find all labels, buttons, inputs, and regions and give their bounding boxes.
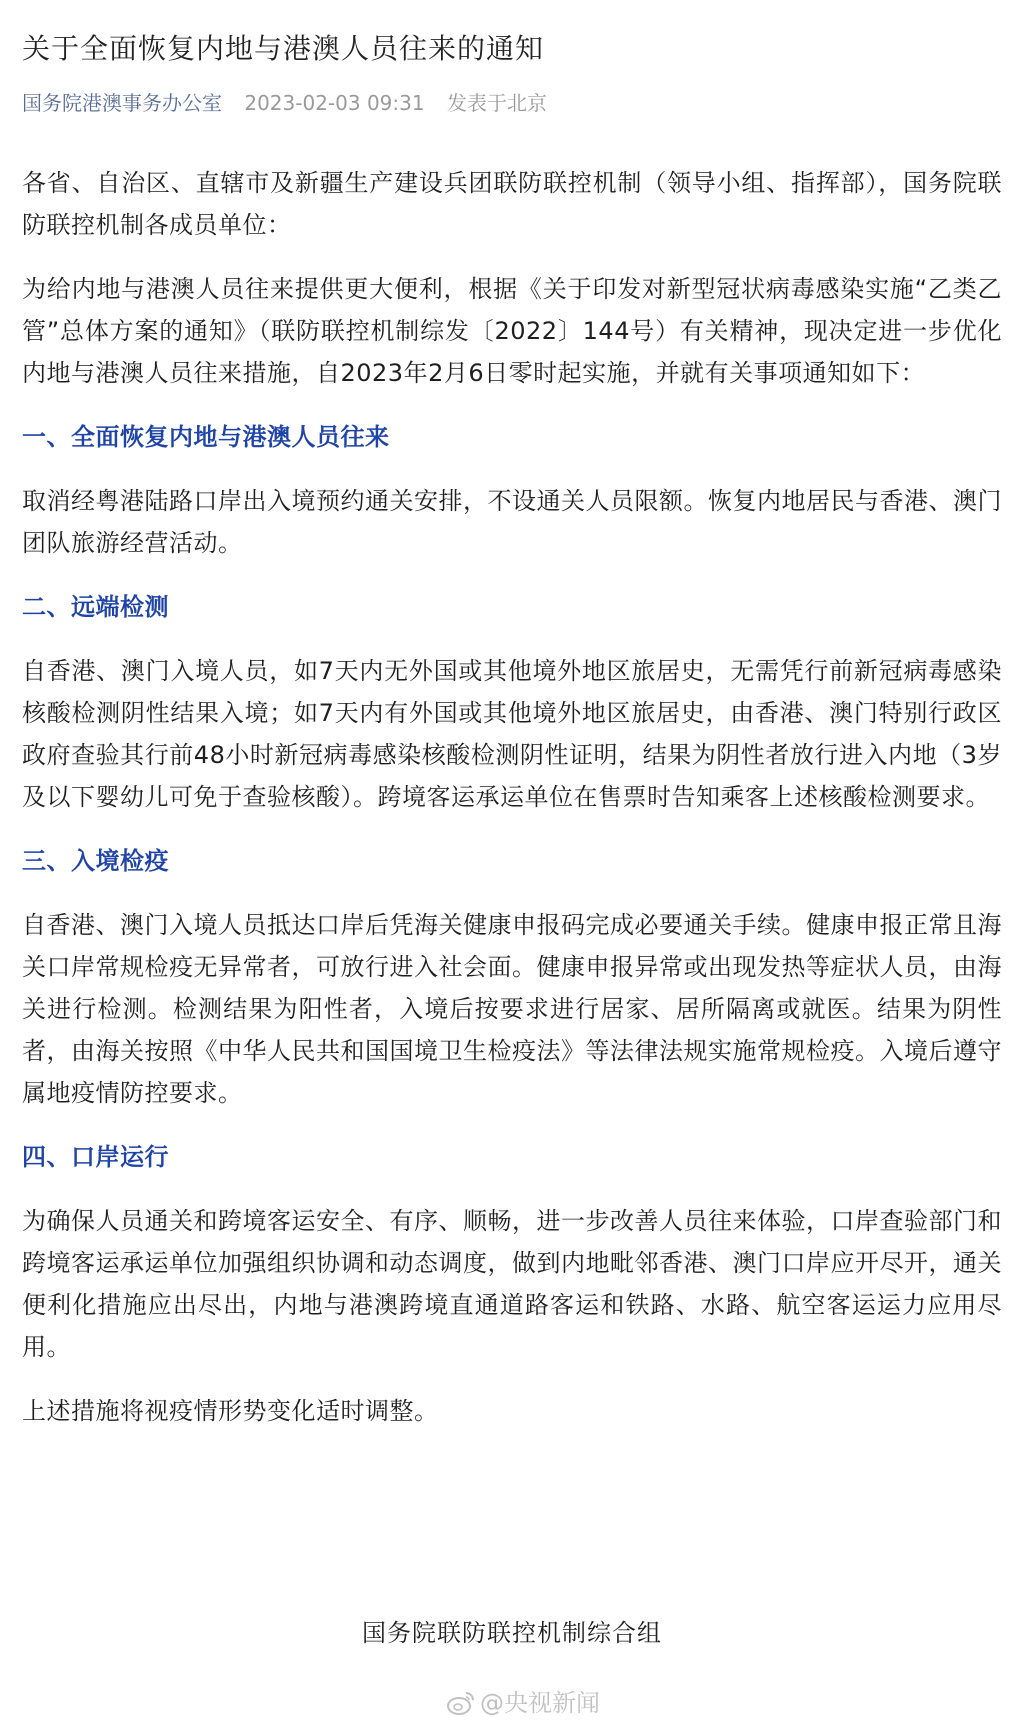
section-text: 取消经粤港陆路口岸出入境预约通关安排，不设通关人员限额。恢复内地居民与香港、澳门团队旅游经营活动。 [22, 487, 1002, 557]
watermark [446, 1688, 600, 1718]
section-heading: 四、口岸运行 [22, 1143, 169, 1171]
section-heading: 二、远端检测 [22, 593, 169, 621]
salutation-paragraph: 各省、自治区、直辖市及新疆生产建设兵团联防联控机制（领导小组、指挥部），国务院联防联控机制各成员单位： [22, 169, 1002, 239]
signature: 国务院联防联控机制综合组 [362, 1619, 662, 1647]
weibo-icon [446, 1690, 476, 1716]
section-text: 为确保人员通关和跨境客运安全、有序、顺畅，进一步改善人员往来体验，口岸查验部门和跨境客运承运单位加强组织协调和动态调度，做到内地毗邻香港、澳门口岸应开尽开，通关便利化措施应出尽出，内地与港澳跨境直通道路客运和铁路、水路、航空客运运力应用尽用。 [22, 1207, 1002, 1361]
publish-time: 2023-02-03 09:31 [244, 91, 425, 115]
watermark-text: @央视新闻 [480, 1689, 600, 1717]
section-text: 自香港、澳门入境人员，如7天内无外国或其他境外地区旅居史，无需凭行前新冠病毒感染核酸检测阴性结果入境；如7天内有外国或其他境外地区旅居史，由香港、澳门特别行政区政府查验其行前48小时新冠病毒感染核酸检测阴性证明，结果为阴性者放行进入内地（3岁及以下婴幼儿可免于查验核酸）。跨境客运承运单位在售票时告知乘客上述核酸检测要求。 [22, 657, 1002, 811]
section-heading: 三、入境检疫 [22, 847, 169, 875]
section-heading: 一、全面恢复内地与港澳人员往来 [22, 423, 390, 451]
article-meta [22, 88, 1002, 118]
article [22, 0, 1002, 1454]
intro-paragraph: 为给内地与港澳人员往来提供更大便利，根据《关于印发对新型冠状病毒感染实施“乙类乙管”总体方案的通知》（联防联控机制综发〔2022〕144号）有关精神，现决定进一步优化内地与港澳人员往来措施，自2023年2月6日零时起实施，并就有关事项通知如下： [22, 275, 1002, 387]
account-link[interactable]: 国务院港澳事务办公室 [22, 91, 222, 115]
publish-location: 发表于北京 [446, 91, 547, 115]
article-body [22, 162, 1002, 1432]
section-text: 自香港、澳门入境人员抵达口岸后凭海关健康申报码完成必要通关手续。健康申报正常且海关口岸常规检疫无异常者，可放行进入社会面。健康申报异常或出现发热等症状人员，由海关进行检测。检测结果为阳性者，入境后按要求进行居家、居所隔离或就医。结果为阴性者，由海关按照《中华人民共和国国境卫生检疫法》等法律法规实施常规检疫。入境后遵守属地疫情防控要求。 [22, 911, 1002, 1107]
article-title: 关于全面恢复内地与港澳人员往来的通知 [22, 32, 545, 65]
closing-paragraph: 上述措施将视疫情形势变化适时调整。 [22, 1397, 439, 1425]
